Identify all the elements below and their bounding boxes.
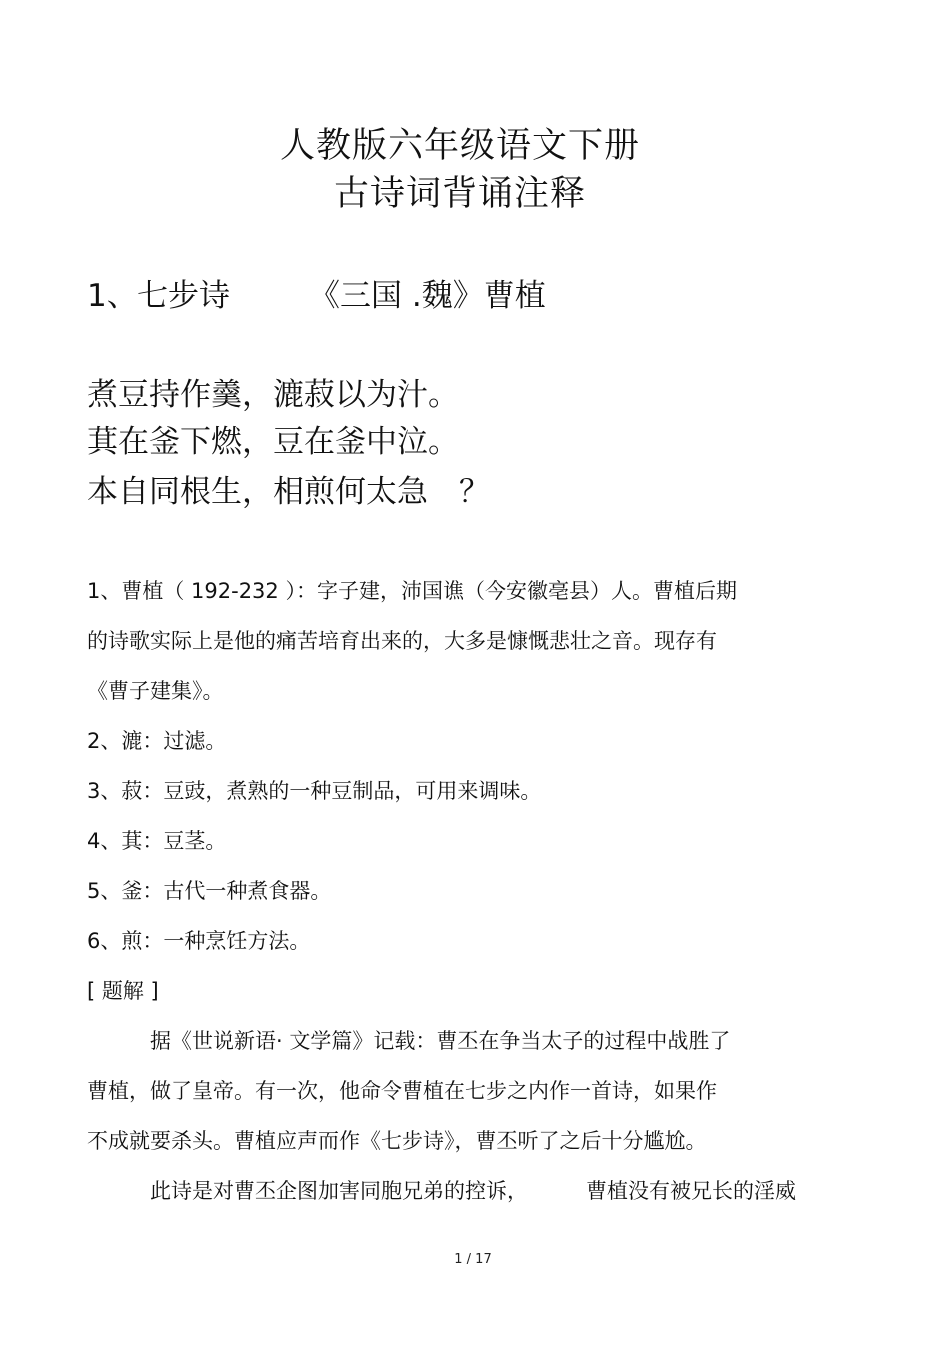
explanation-para-1-line-2: 曹植，做了皇帝。有一次，他命令曹植在七步之内作一首诗，如果作 <box>87 1079 717 1103</box>
note-3: 3、菽：豆豉，煮熟的一种豆制品，可用来调味。 <box>87 779 542 803</box>
poem-verse-1: 煮豆持作羹，漉菽以为汁。 <box>87 377 459 413</box>
poem-verse-2: 萁在釜下燃，豆在釜中泣。 <box>87 424 459 460</box>
poem-number: 1、 <box>87 278 138 314</box>
note-1-line-1: 1、曹植（ 192-232 ）：字子建，沛国谯（今安徽亳县）人。曹植后期 <box>87 579 737 603</box>
explanation-para-1-line-3: 不成就要杀头。曹植应声而作《七步诗》，曹丕听了之后十分尴尬。 <box>87 1129 707 1153</box>
explanation-heading: [ 题解 ] <box>87 979 159 1003</box>
note-1-line-3: 《曹子建集》。 <box>87 679 224 703</box>
poem-heading <box>87 276 546 316</box>
note-1-line-2: 的诗歌实际上是他的痛苦培育出来的，大多是慷慨悲壮之音。现存有 <box>87 629 717 653</box>
poem-author: 《三国 .魏》曹植 <box>309 278 546 314</box>
explanation-para-2-line-1 <box>150 1177 796 1205</box>
poem-verse-3: 本自同根生，相煎何太急 ？ <box>87 474 490 510</box>
document-subtitle: 古诗词背诵注释 <box>333 174 586 214</box>
note-2: 2、漉：过滤。 <box>87 729 227 753</box>
note-6: 6、煎：一种烹饪方法。 <box>87 929 311 953</box>
page-indicator: 1 / 17 <box>454 1252 492 1267</box>
poem-title: 七步诗 <box>137 278 230 314</box>
note-5: 5、釜：古代一种煮食器。 <box>87 879 332 903</box>
explanation-para-2-part-a: 此诗是对曹丕企图加害同胞兄弟的控诉， <box>150 1179 528 1203</box>
explanation-para-2-part-b: 曹植没有被兄长的淫威 <box>586 1179 796 1203</box>
note-4: 4、萁：豆茎。 <box>87 829 227 853</box>
document-title: 人教版六年级语文下册 <box>279 126 640 166</box>
explanation-para-1-line-1: 据《世说新语· 文学篇》记载：曹丕在争当太子的过程中战胜了 <box>150 1029 731 1053</box>
